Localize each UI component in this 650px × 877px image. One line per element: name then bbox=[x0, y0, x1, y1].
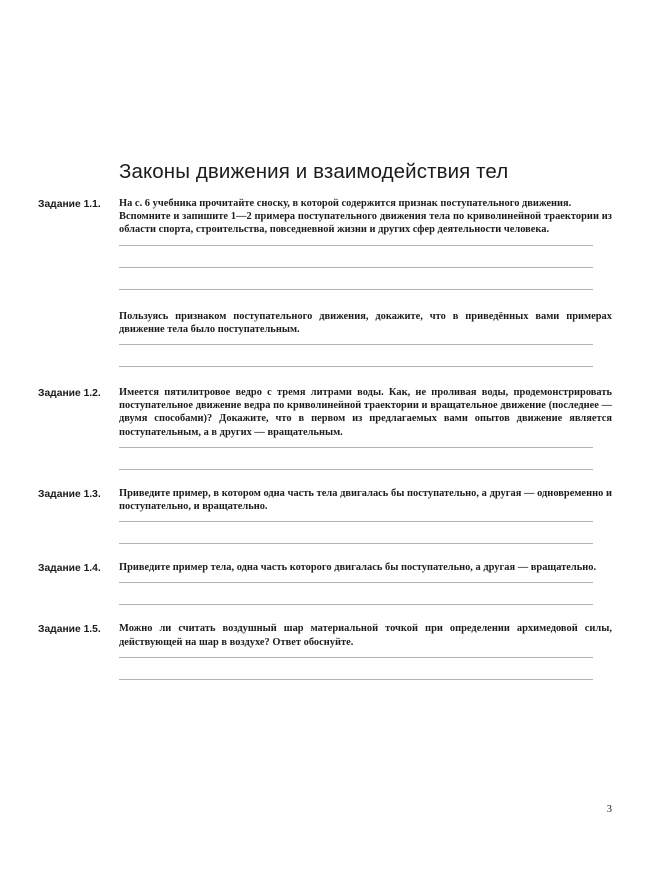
task-paragraph: На с. 6 учебника прочитайте сноску, в которой содержится признак поступательного движения. bbox=[119, 198, 572, 209]
task-paragraph: Приведите пример тела, одна часть которого двигалась бы поступательно, а другая — вращательно. bbox=[119, 562, 597, 574]
answer-lines[interactable] bbox=[119, 344, 612, 367]
task-followup-paragraph: Пользуясь признаком поступательного движения, докажите, что в приведённых вами примерах движение тела было поступательным. bbox=[119, 310, 612, 335]
task-paragraph: Имеется пятилитровое ведро с тремя литрами воды. Как, не проливая воды, продемонстрировать поступательное движение ведра по криволинейной траектории и вращательное движение (последнее — двумя способами)? Докажите, что в первом из предлагаемых вами опытов движение является поступательным, а в других — вращательным. bbox=[119, 387, 612, 438]
task-paragraph: Приведите пример, в котором одна часть тела двигалась бы поступательно, а другая — одновременно и поступательно, и вращательно. bbox=[119, 487, 612, 513]
answer-lines[interactable] bbox=[119, 657, 612, 680]
task-1-5 bbox=[38, 622, 612, 679]
answer-line[interactable] bbox=[119, 679, 593, 680]
task-1-2 bbox=[38, 386, 612, 470]
answer-line[interactable] bbox=[119, 447, 593, 448]
task-paragraph: Можно ли считать воздушный шар материальной точкой при определении архимедовой силы, действующей на шар в воздухе? Ответ обоснуйте. bbox=[119, 623, 612, 648]
task-label: Задание 1.2. bbox=[38, 388, 101, 400]
page-title: Законы движения и взаимодействия тел bbox=[119, 160, 509, 183]
task-body bbox=[119, 622, 612, 679]
answer-line[interactable] bbox=[119, 469, 593, 470]
spacer bbox=[38, 605, 612, 622]
spacer bbox=[38, 544, 612, 561]
task-1-4 bbox=[38, 561, 612, 605]
answer-line[interactable] bbox=[119, 543, 593, 544]
answer-lines[interactable] bbox=[119, 582, 612, 605]
task-body bbox=[119, 487, 612, 544]
spacer bbox=[38, 470, 612, 487]
task-1-1 bbox=[38, 197, 612, 367]
answer-line[interactable] bbox=[119, 521, 593, 522]
task-body bbox=[119, 386, 612, 470]
answer-line[interactable] bbox=[119, 657, 593, 658]
page-number: 3 bbox=[606, 804, 612, 815]
task-1-3 bbox=[38, 487, 612, 544]
answer-line[interactable] bbox=[119, 245, 593, 246]
task-body bbox=[119, 561, 612, 605]
spacer bbox=[38, 367, 612, 386]
answer-line[interactable] bbox=[119, 604, 593, 605]
answer-line[interactable] bbox=[119, 344, 593, 345]
page-content bbox=[38, 160, 612, 680]
answer-lines[interactable] bbox=[119, 521, 612, 544]
answer-lines[interactable] bbox=[119, 245, 612, 290]
answer-line[interactable] bbox=[119, 582, 593, 583]
task-label: Задание 1.1. bbox=[38, 199, 101, 210]
task-body bbox=[119, 197, 612, 367]
task-paragraph: Вспомните и запишите 1—2 примера поступательного движения тела по криволинейной траектории из области спорта, строительства, повседневной жизни и других сфер деятельности человека. bbox=[119, 211, 612, 236]
answer-line[interactable] bbox=[119, 267, 593, 268]
task-label: Задание 1.4. bbox=[38, 563, 101, 575]
task-label: Задание 1.3. bbox=[38, 488, 101, 500]
answer-lines[interactable] bbox=[119, 447, 612, 470]
spacer bbox=[119, 290, 612, 310]
answer-line[interactable] bbox=[119, 366, 593, 367]
task-label: Задание 1.5. bbox=[38, 624, 101, 636]
